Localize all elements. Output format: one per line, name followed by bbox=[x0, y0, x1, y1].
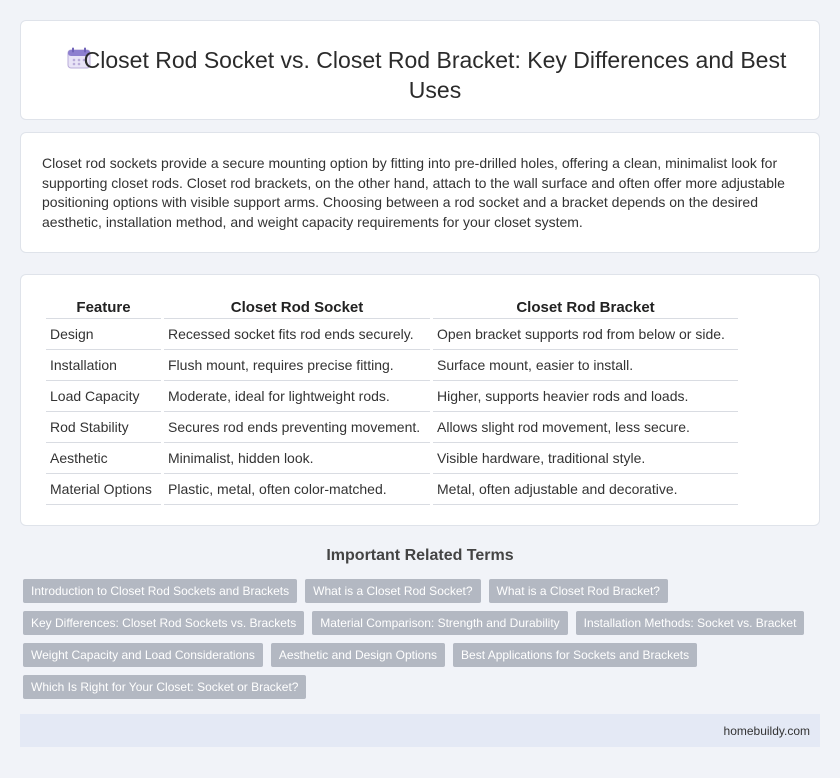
comparison-table bbox=[43, 295, 741, 505]
related-term-tag[interactable]: Best Applications for Sockets and Brackets bbox=[453, 643, 697, 667]
socket-cell: Flush mount, requires precise fitting. bbox=[164, 350, 430, 381]
table-row bbox=[46, 412, 738, 443]
feature-cell: Rod Stability bbox=[46, 412, 161, 443]
table-header-row bbox=[46, 295, 738, 319]
page-title: Closet Rod Socket vs. Closet Rod Bracket: Key Differences and Best Uses bbox=[83, 47, 787, 103]
feature-cell: Aesthetic bbox=[46, 443, 161, 474]
header-bracket: Closet Rod Bracket bbox=[433, 295, 738, 319]
table-row bbox=[46, 350, 738, 381]
related-term-tag[interactable]: Which Is Right for Your Closet: Socket or Bracket? bbox=[23, 675, 306, 699]
feature-cell: Design bbox=[46, 319, 161, 350]
table-row bbox=[46, 319, 738, 350]
footer bbox=[20, 714, 820, 747]
feature-cell: Material Options bbox=[46, 474, 161, 505]
feature-cell: Load Capacity bbox=[46, 381, 161, 412]
bracket-cell: Surface mount, easier to install. bbox=[433, 350, 738, 381]
related-terms-heading: Important Related Terms bbox=[326, 547, 514, 564]
feature-cell: Installation bbox=[46, 350, 161, 381]
table-row bbox=[46, 381, 738, 412]
related-term-tag[interactable]: Introduction to Closet Rod Sockets and Brackets bbox=[23, 579, 297, 603]
intro-paragraph: Closet rod sockets provide a secure mounting option by fitting into pre-drilled holes, offering a clean, minimalist look for supporting closet rods. Closet rod brackets, on the other hand, attach to the wall surface and often offer more adjustable positioning options with visible support arms. Choosing between a rod socket and a bracket depends on the desired aesthetic, installation method, and weight capacity requirements for your closet system. bbox=[42, 155, 785, 230]
socket-cell: Plastic, metal, often color-matched. bbox=[164, 474, 430, 505]
comparison-card bbox=[20, 274, 820, 526]
related-term-tag[interactable]: Aesthetic and Design Options bbox=[271, 643, 445, 667]
bracket-cell: Open bracket supports rod from below or side. bbox=[433, 319, 738, 350]
bracket-cell: Metal, often adjustable and decorative. bbox=[433, 474, 738, 505]
bracket-cell: Higher, supports heavier rods and loads. bbox=[433, 381, 738, 412]
header-socket: Closet Rod Socket bbox=[164, 295, 430, 319]
intro-card bbox=[20, 132, 820, 253]
related-terms-list bbox=[23, 579, 813, 707]
socket-cell: Minimalist, hidden look. bbox=[164, 443, 430, 474]
header-feature: Feature bbox=[46, 295, 161, 319]
table-row bbox=[46, 474, 738, 505]
footer-site-link[interactable]: homebuildy.com bbox=[723, 724, 810, 738]
table-row bbox=[46, 443, 738, 474]
title-card bbox=[20, 20, 820, 120]
bracket-cell: Visible hardware, traditional style. bbox=[433, 443, 738, 474]
socket-cell: Moderate, ideal for lightweight rods. bbox=[164, 381, 430, 412]
bracket-cell: Allows slight rod movement, less secure. bbox=[433, 412, 738, 443]
related-term-tag[interactable]: Key Differences: Closet Rod Sockets vs. Brackets bbox=[23, 611, 304, 635]
socket-cell: Recessed socket fits rod ends securely. bbox=[164, 319, 430, 350]
related-term-tag[interactable]: Installation Methods: Socket vs. Bracket bbox=[576, 611, 805, 635]
related-term-tag[interactable]: What is a Closet Rod Bracket? bbox=[489, 579, 668, 603]
related-term-tag[interactable]: Weight Capacity and Load Considerations bbox=[23, 643, 263, 667]
related-term-tag[interactable]: Material Comparison: Strength and Durability bbox=[312, 611, 567, 635]
socket-cell: Secures rod ends preventing movement. bbox=[164, 412, 430, 443]
related-term-tag[interactable]: What is a Closet Rod Socket? bbox=[305, 579, 480, 603]
